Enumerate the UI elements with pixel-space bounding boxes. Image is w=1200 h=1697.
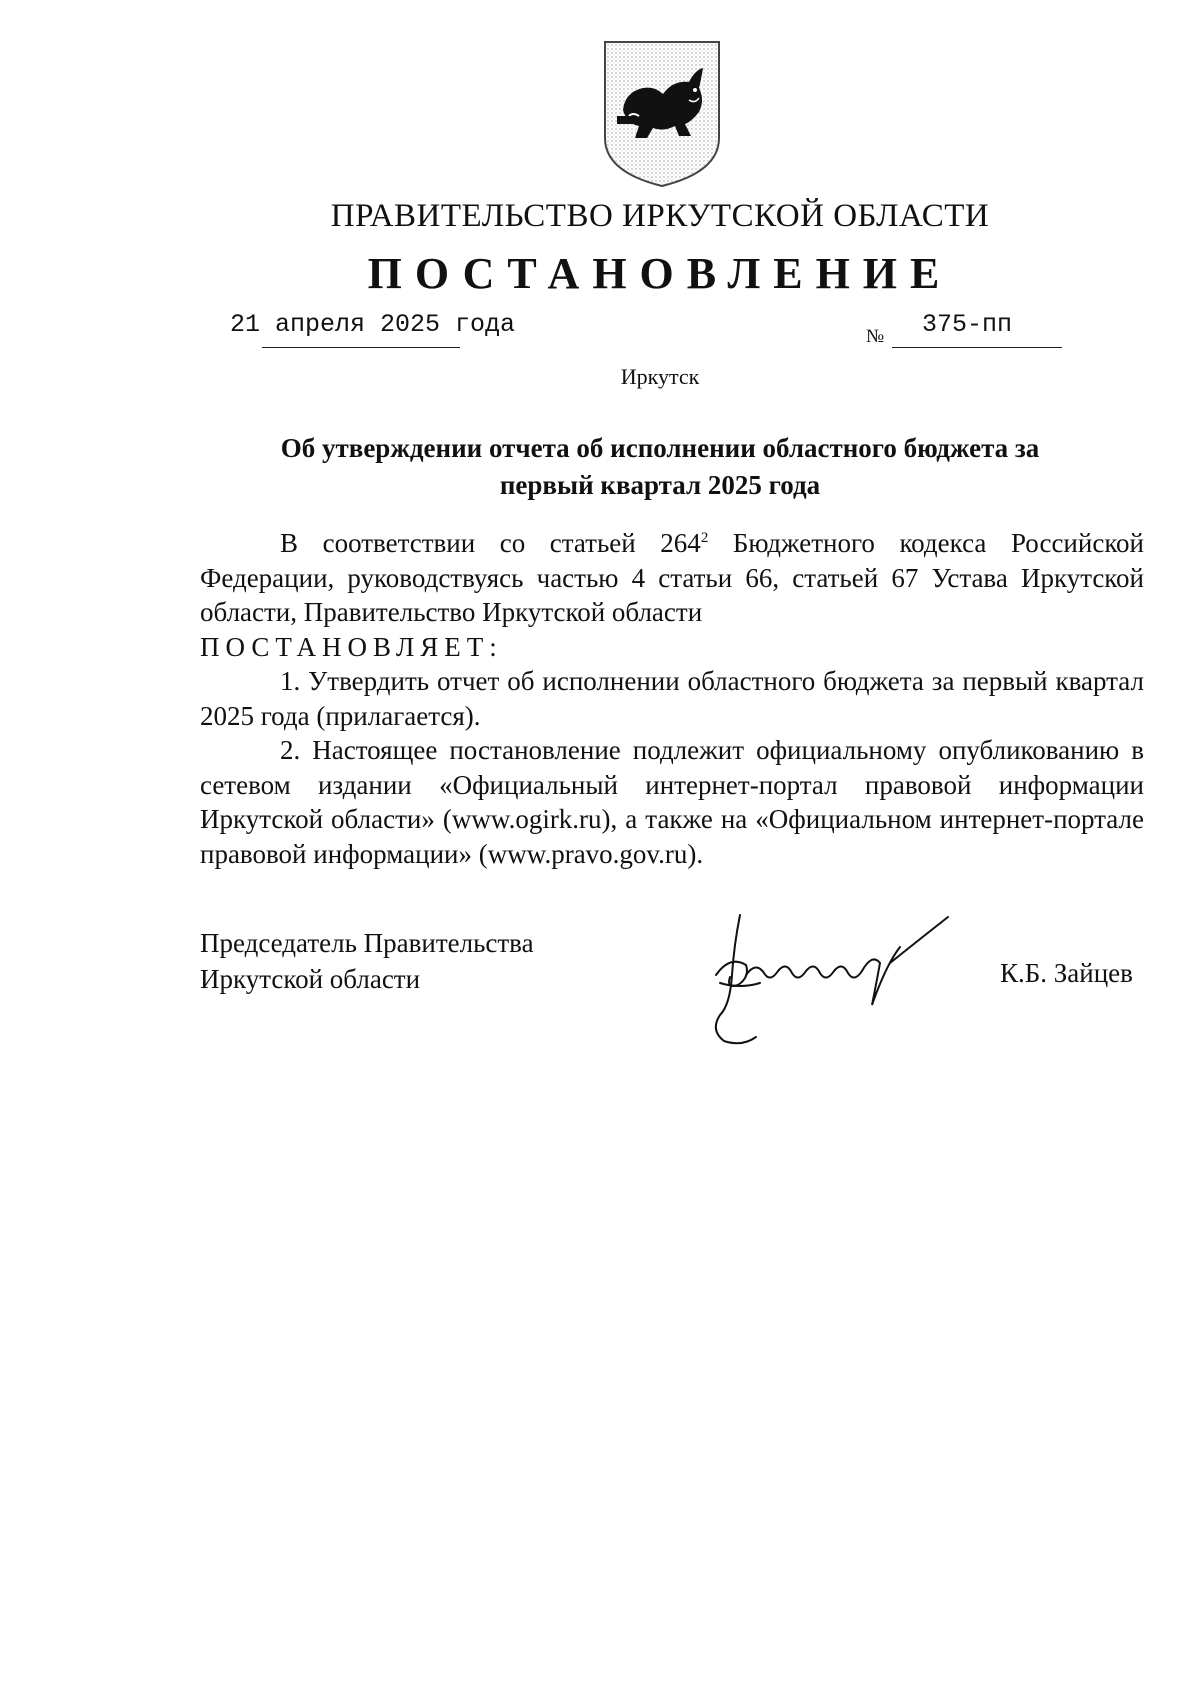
position-line-1: Председатель Правительства xyxy=(200,928,534,958)
preamble-paragraph xyxy=(200,526,1144,630)
document-date: 21 апреля 2025 года xyxy=(230,310,516,339)
signatory-name: К.Б. Зайцев xyxy=(1000,958,1133,988)
item-1-paragraph: 1. Утвердить отчет об исполнении областного бюджета за первый квартал 2025 года (прилагается). xyxy=(200,666,1144,731)
coat-of-arms-icon xyxy=(603,40,721,188)
date-underline xyxy=(262,347,460,348)
number-sign: № xyxy=(866,326,885,347)
government-title: ПРАВИТЕЛЬСТВО ИРКУТСКОЙ ОБЛАСТИ xyxy=(330,198,990,234)
document-body xyxy=(200,526,1144,871)
document-subject xyxy=(240,430,1080,504)
decree-word: ПОСТАНОВЛЯЕТ: xyxy=(200,631,503,662)
preamble-end: Бюджетного кодекса Российской Федерации, руководствуясь частью 4 статьи 66, статьей 67 Устава Иркутской области, Правительство Иркутской области xyxy=(200,528,1145,627)
city-label: Иркутск xyxy=(620,364,700,389)
subject-line-1: Об утверждении отчета об исполнении областного бюджета за xyxy=(280,433,1040,463)
handwritten-signature-icon xyxy=(690,905,980,1045)
preamble-start: В соответствии со статьей 264 xyxy=(280,528,701,558)
document-type-title: ПОСТАНОВЛЕНИЕ xyxy=(367,249,953,298)
position-line-2: Иркутской области xyxy=(200,964,421,994)
number-underline xyxy=(892,347,1062,348)
subject-line-2: первый квартал 2025 года xyxy=(499,470,821,500)
article-superscript: 2 xyxy=(700,530,709,546)
signatory-position xyxy=(200,925,534,997)
document-number: 375-пп xyxy=(922,310,1013,339)
item-2-paragraph: 2. Настоящее постановление подлежит официальному опубликованию в сетевом издании «Официальный интернет-портал правовой информации Иркутской области» (www.ogirk.ru), а также на «Официальном интернет-портале правовой информации» (www.pravo.gov.ru). xyxy=(200,735,1144,869)
